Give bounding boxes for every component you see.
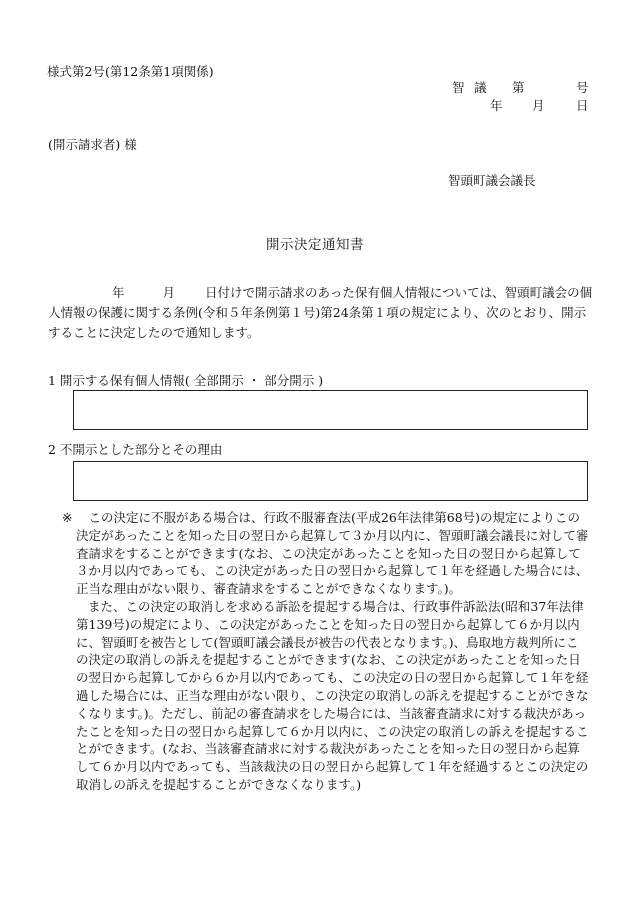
body-year-label: 年 <box>112 285 125 300</box>
note-paragraph-1-text: この決定に不服がある場合は、行政不服審査法(平成26年法律第68号)の規定によりこの決定があったことを知った日の翌日から起算して３か月以内に、智頭町議会議長に対して審査請求をすることができます(なお、この決定があったことを知った日の翌日から起算して３か月以内であっても、この決定があった日の翌日から起算して１年を経過した場合には、正当な理由がない限り、審査請求をすることができなくなります。)。 <box>76 510 589 597</box>
section-1-label: 1 開示する保有個人情報( 全部開示 ・ 部分開示 ) <box>48 373 324 388</box>
doc-number-char: 議 <box>474 80 487 95</box>
doc-number-char: 智 <box>452 80 465 95</box>
doc-number-char: 第 <box>512 80 525 95</box>
note-paragraph-2: また、この決定の取消しを求める訴訟を提起する場合は、行政事件訴訟法(昭和37年法律第139号)の規定により、この決定があったことを知った日の翌日から起算して６か月以内に、智頭町を被告として(智頭町議会議長が被告の代表となります。)、鳥取地方裁判所にこの決定の取消しの訴えを提起することができます(なお、この決定があったことを知った日の翌日から起算してから６か月以内であっても、この決定の日の翌日から起算して１年を経過した場合には、正当な理由がない限り、この決定の取消しの訴えを提起することができなくなります。)。ただし、前記の審査請求をした場合には、当該審査請求に対する裁決があったことを知った日の翌日から起算して６か月以内に、この決定の取消しの訴えを提起することができます。(なお、当該審査請求に対する裁決があったことを知った日の翌日から起算して６か月以内であっても、当該裁決の日の翌日から起算して１年を経過するとこの決定の取消しの訴えを提起することができなくなります。) <box>76 598 589 792</box>
body-paragraph <box>48 283 593 343</box>
form-id: 様式第2号(第12条第1項関係) <box>47 64 214 79</box>
appeal-note <box>62 509 590 794</box>
section-2-box <box>73 461 588 501</box>
note-paragraph-1 <box>62 509 590 598</box>
document-title: 開示決定通知書 <box>266 237 364 253</box>
section-2-label: 2 不開示とした部分とその理由 <box>48 442 223 457</box>
body-month-label: 月 <box>162 285 176 300</box>
recipient: (開示請求者) 様 <box>48 137 137 152</box>
sender: 智頭町議会議長 <box>448 173 536 188</box>
doc-number-char: 号 <box>576 80 589 95</box>
note-mark: ※ <box>62 510 73 525</box>
date-day-label: 日 <box>576 98 589 113</box>
section-1-box <box>73 390 588 430</box>
date-year-label: 年 <box>490 98 503 113</box>
body-text: 日付けで開示請求のあった保有個人情報については、智頭町議会の個人情報の保護に関する条例(令和５年条例第１号)第24条第１項の規定により、次のとおり、開示することに決定したので通知します。 <box>48 285 593 340</box>
date-month-label: 月 <box>532 98 545 113</box>
